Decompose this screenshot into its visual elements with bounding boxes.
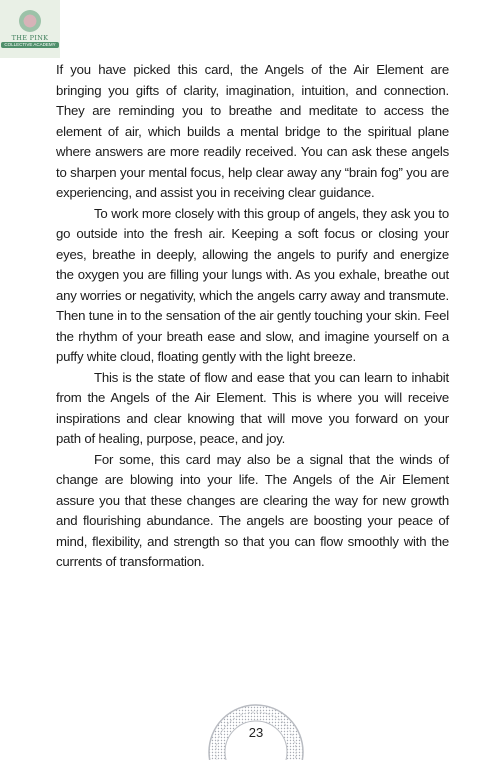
publisher-logo bbox=[0, 0, 60, 58]
logo-emblem-icon bbox=[19, 10, 41, 32]
paragraph-2: To work more closely with this group of angels, they ask you to go outside into the fresh air. Keeping a soft focus or closing your eyes, breathe in deeply, allowing the angels to purify and energize the oxygen you are filling your lungs with. As you exhale, breathe out any worries or negativity, which the angels carry away and transmute. Then tune in to the sensation of the air gently touching your skin. Feel the rhythm of your breath ease and slow, and imagine yourself on a puffy white cloud, floating gently with the light breeze. bbox=[56, 205, 449, 364]
logo-text-line1: THE PINK bbox=[11, 34, 49, 42]
page-footer bbox=[196, 700, 316, 760]
page-body bbox=[56, 60, 449, 573]
page-number: 23 bbox=[248, 725, 264, 740]
paragraph-4: For some, this card may also be a signal that the winds of change are blowing into your life. The Angels of the Air Element assure you that these changes are clearing the way for new growth and flourishing abundance. The angels are boosting your peace of mind, flexibility, and strength so that you can flow smoothly with the currents of transformation. bbox=[56, 451, 449, 569]
logo-text-line2: COLLECTIVE ACADEMY bbox=[1, 42, 58, 48]
paragraph-1: If you have picked this card, the Angels of the Air Element are bringing you gifts of clarity, imagination, intuition, and connection. They are reminding you to breathe and meditate to access the element of air, which builds a mental bridge to the spiritual plane where answers are more readily received. You can ask these angels to sharpen your mental focus, help clear away any “brain fog” you are experiencing, and assist you in receiving clear guidance. bbox=[56, 62, 449, 200]
paragraph-3: This is the state of flow and ease that you can learn to inhabit from the Angels of the Air Element. This is where you will receive inspirations and clear knowing that will move you forward on your path of healing, purpose, peace, and joy. bbox=[56, 369, 449, 446]
